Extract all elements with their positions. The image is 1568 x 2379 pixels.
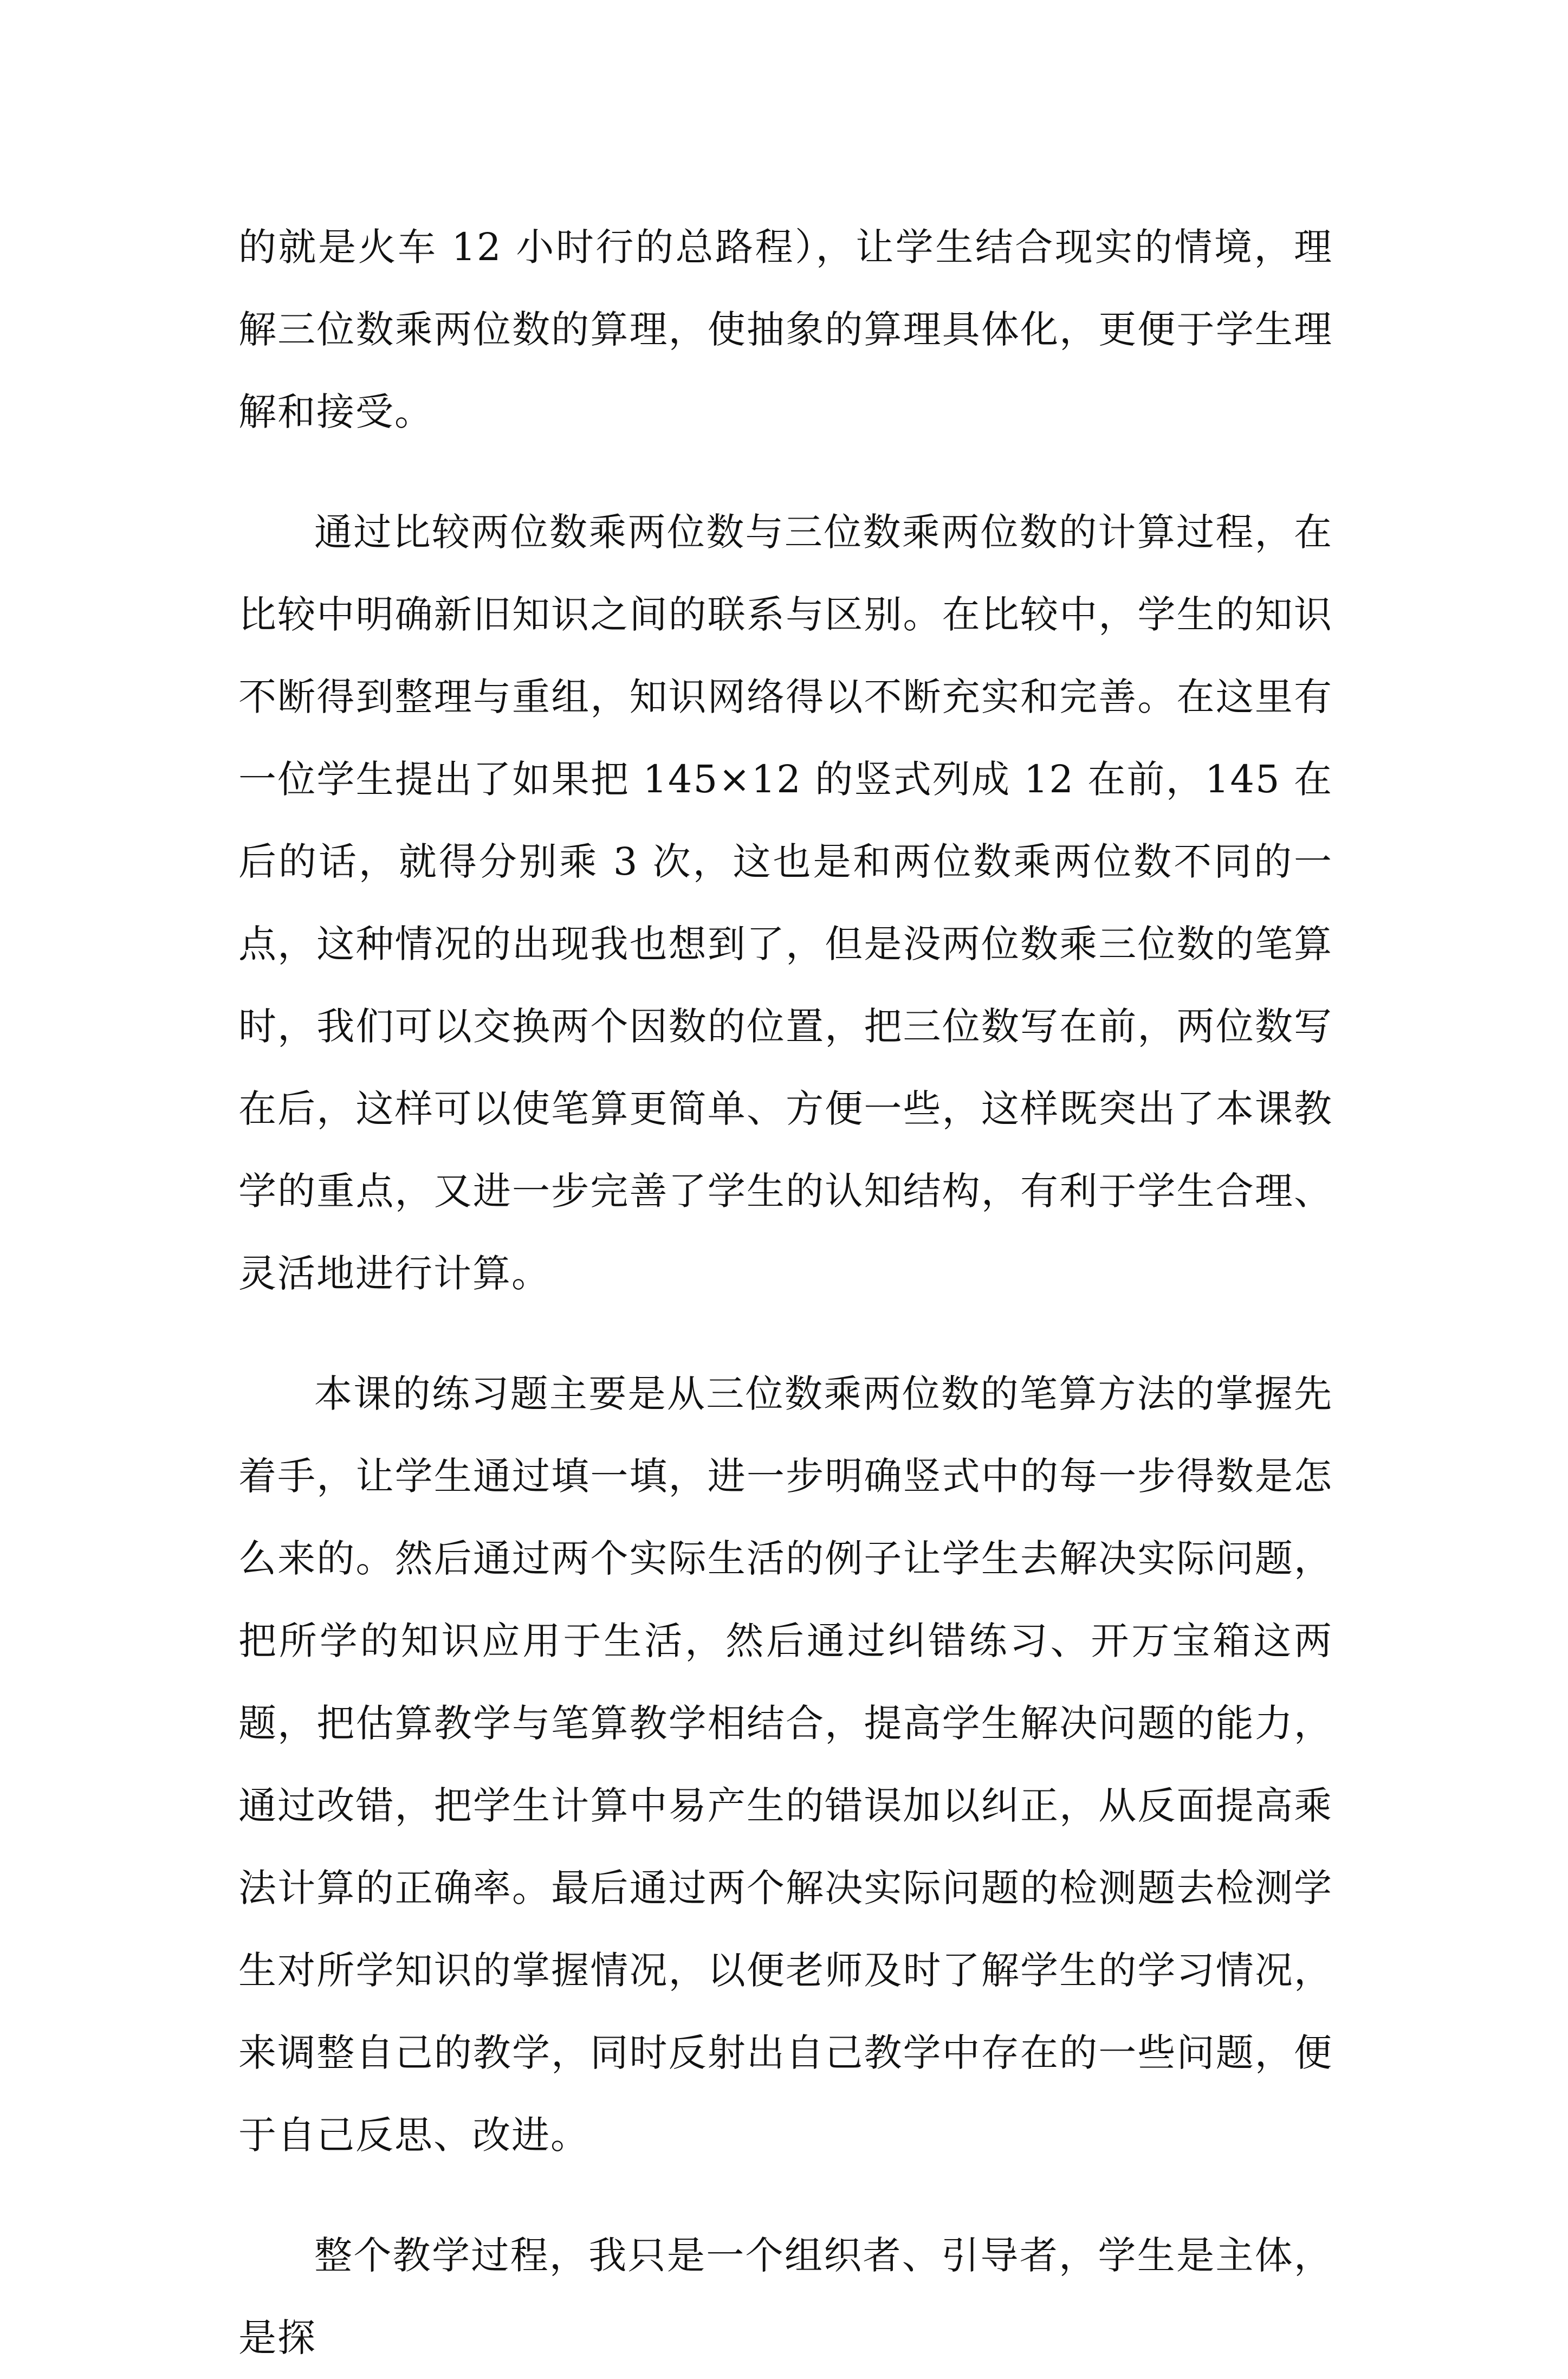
paragraph-spacer (238, 2176, 1333, 2214)
paragraph-1: 的就是火车 12 小时行的总路程），让学生结合现实的情境，理解三位数乘两位数的算理，使抽象的算理具体化，更便于学生理解和接受。 (238, 225, 1333, 434)
paragraph-spacer (238, 1315, 1333, 1353)
paragraph-3: 本课的练习题主要是从三位数乘两位数的笔算方法的掌握先着手，让学生通过填一填，进一步明确竖式中的每一步得数是怎么来的。然后通过两个实际生活的例子让学生去解决实际问题，把所学的知识应用于生活，然后通过纠错练习、开万宝箱这两题，把估算教学与笔算教学相结合，提高学生解决问题的能力，通过改错，把学生计算中易产生的错误加以纠正，从反面提高乘法计算的正确率。最后通过两个解决实际问题的检测题去检测学生对所学知识的掌握情况，以便老师及时了解学生的学习情况，来调整自己的教学，同时反射出自己教学中存在的一些问题，便于自己反思、改进。 (238, 1372, 1333, 2157)
document-body (238, 206, 1333, 2379)
paragraph-spacer (238, 453, 1333, 491)
paragraph-4: 整个教学过程，我只是一个组织者、引导者，学生是主体，是探 (238, 2233, 1333, 2360)
paragraph-2: 通过比较两位数乘两位数与三位数乘两位数的计算过程，在比较中明确新旧知识之间的联系与区别。在比较中，学生的知识不断得到整理与重组，知识网络得以不断充实和完善。在这里有一位学生提出了如果把 145×12 的竖式列成 12 在前，145 在后的话，就得分别乘 3 次，这也是和两位数乘两位数不同的一点，这种情况的出现我也想到了，但是没两位数乘三位数的笔算时，我们可以交换两个因数的位置，把三位数写在前，两位数写在后，这样可以使笔算更简单、方便一些，这样既突出了本课教学的重点，又进一步完善了学生的认知结构，有利于学生合理、灵活地进行计算。 (238, 510, 1333, 1296)
